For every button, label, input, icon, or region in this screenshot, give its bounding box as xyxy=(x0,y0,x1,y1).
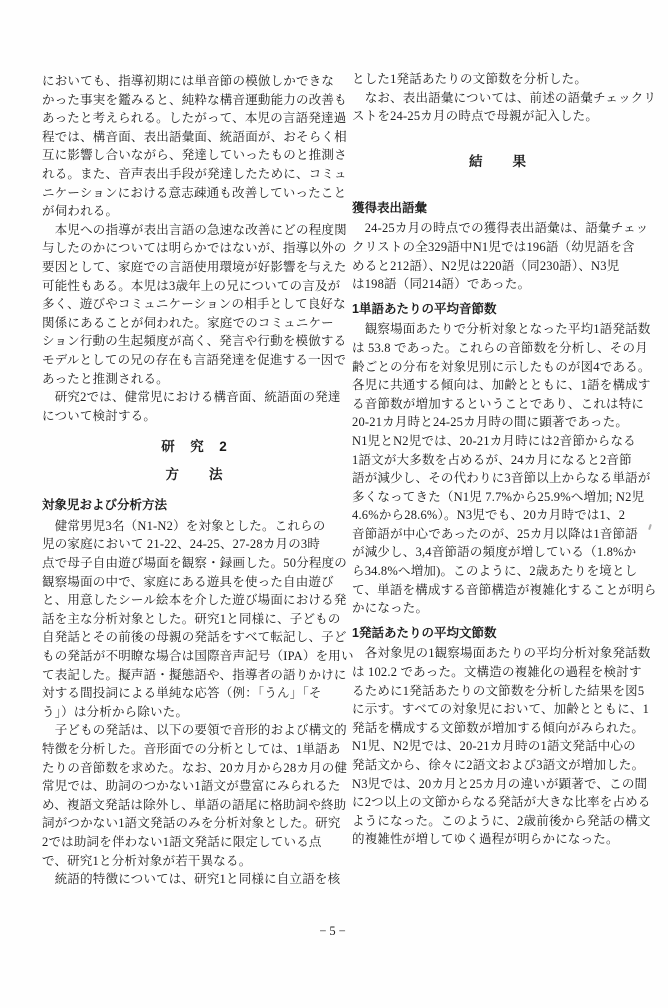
text-line: 発話文から、徐々に2語文および3語文が増加した。 xyxy=(352,758,645,772)
text-line: 各児に共通する傾向は、加齢とともに、1語を構成す xyxy=(352,378,651,393)
text-line: 点で母子自由遊び場面を観察・録画した。50分程度の xyxy=(42,556,348,571)
paragraph xyxy=(352,644,651,849)
text-line: かった事実を鑑みると、純粋な構音運動能力の改善も xyxy=(42,92,347,107)
text-line: れる。また、音声表出手段が発達したために、コミュ xyxy=(42,166,347,181)
text-line: たりの音節数を求めた。なお、20カ月から28カ月の健 xyxy=(42,760,348,775)
text-line: においても、指導初期には単音節の模倣しかできな xyxy=(42,74,335,88)
text-line: 1語文が大多数を占めるが、24カ月になると2音節 xyxy=(352,452,632,467)
text-line: N1児とN2児では、20-21カ月時には2音節からなる xyxy=(352,433,636,448)
text-line: 音節語が中心であったのが、25カ月以降は1音節語 xyxy=(352,526,638,541)
text-line: 自発話とその前後の母親の発話をすべて転記し、子ど xyxy=(42,630,347,645)
text-line: 児の家庭において 21-22、24-25、27-28カ月の3時 xyxy=(42,537,321,552)
paragraph xyxy=(42,72,347,425)
text-line: あったと考えられる。したがって、本児の言語発達過 xyxy=(42,111,347,126)
section-heading: 結 果 xyxy=(469,153,527,169)
subsection-heading: 獲得表出語彙 xyxy=(352,200,428,215)
text-line: なお、表出語彙については、前述の語彙チェックリ xyxy=(352,90,657,105)
paragraph xyxy=(352,320,657,618)
text-line: は 53.8 であった。これらの音節数を分析し、その月 xyxy=(352,340,648,355)
text-line: ストを24-25カ月の時点で母親が記入した。 xyxy=(352,109,599,124)
text-line: 2では助詞を伴わない1語文発話に限定している点 xyxy=(42,834,322,849)
text-line: ら34.8%へ増加)。このように、2歳あたりを境とし xyxy=(352,564,638,579)
text-line: 対する間投詞による単純な応答（例：「うん」「そ xyxy=(42,686,322,701)
text-line: ション行動の生起頻度が高く、発言や行動を模倣する xyxy=(42,334,347,349)
text-line: について検討する。 xyxy=(42,408,157,423)
text-line: 多くなってきた（N1児 7.7%から25.9%へ増加; N2児 xyxy=(352,489,645,504)
text-line: て表記した。擬声語・擬態語や、指導者の語りかけに xyxy=(42,667,347,682)
text-line: 詞がつかない1語文発話のみを分析対象とした。研究 xyxy=(42,816,341,831)
text-line: で、研究1と分析対象が若干異なる。 xyxy=(42,853,252,868)
section-heading: 研 究 2 xyxy=(161,439,228,455)
text-line: クリストの全329語中N1児では196語（幼児語を含 xyxy=(352,239,635,254)
text-line: が伺われる。 xyxy=(42,204,119,219)
text-line: N3児では、20カ月と25カ月の違いが顕著で、この間 xyxy=(352,776,648,791)
text-line: る音節数が増加するということであり、これは特に xyxy=(352,396,645,411)
text-line: 子どもの発話は、以下の要領で音形的および構文的 xyxy=(42,723,347,738)
text-line: 齢ごとの分布を対象児別に示したものが図4である。 xyxy=(352,359,651,374)
text-line: 各対象児の1観察場面あたりの平均分析対象発話数 xyxy=(352,646,651,661)
text-line: 統語的特徴については、研究1と同様に自立語を核 xyxy=(42,872,341,887)
text-line: め、複語文発話は除外し、単語の語尾に格助詞や終助 xyxy=(42,797,347,812)
paragraph xyxy=(352,219,649,293)
text-line: と、用意したシール絵本を介した遊び場面における発 xyxy=(42,593,347,608)
text-line: N1児、N2児では、20-21カ月時の1語文発話中心の xyxy=(352,739,636,754)
text-line: 多く、遊びやコミュニケーションの相手として良好な xyxy=(42,297,346,312)
scan-artifact-mark xyxy=(648,524,652,530)
text-line: かになった。 xyxy=(352,601,429,616)
text-line: 関係にあることが伺われた。家庭でのコミュニケー xyxy=(42,315,334,330)
subsection-heading: 1単語あたりの平均音節数 xyxy=(352,301,497,316)
text-line: とした1発話あたりの文節数を分析した。 xyxy=(352,72,588,86)
text-line: るために1発話あたりの文節数を分析した結果を図5 xyxy=(352,683,645,698)
text-line: ようになった。このように、2歳前後から発話の構文 xyxy=(352,813,651,828)
text-line: 互に影響し合いながら、発達していったものと推測さ xyxy=(42,148,347,163)
subsection-heading: 1発話あたりの平均文節数 xyxy=(352,625,497,640)
text-line: 要因として、家庭での言語使用環境が好影響を与えた xyxy=(42,259,347,274)
text-line: 程では、構音面、表出語彙面、統語面が、おそらく相 xyxy=(42,129,347,144)
text-line: に示す。すべての対象児において、加齢とともに、1 xyxy=(352,702,650,717)
text-line: 観察場面の中で、家庭にある遊具を使った自由遊び xyxy=(42,574,334,589)
text-line: 語が減少し、その代わりに3音節以上からなる単語が xyxy=(352,471,651,486)
paragraph xyxy=(42,517,354,889)
left-column xyxy=(42,72,354,889)
text-line: 観察場面あたりで分析対象となった平均1語発話数 xyxy=(352,322,651,337)
text-line: て、単語を構成する音節構造が複雑化することが明ら xyxy=(352,582,657,597)
right-column xyxy=(352,70,657,849)
page-number: −5− xyxy=(319,924,349,938)
text-line: に2つ以上の文節からなる発話が大きな比率を占める xyxy=(352,795,651,810)
text-line: めると212語）、N2児は220語（同230語）、N3児 xyxy=(352,258,620,273)
text-line: 本児への指導が表出言語の急速な改善にどの程度関 xyxy=(42,222,347,237)
text-line: 20-21カ月時と24-25カ月時の間に顕著であった。 xyxy=(352,415,629,430)
text-line: は 102.2 であった。文構造の複雑化の過程を検討す xyxy=(352,665,642,680)
text-line: 健常男児3名（N1-N2）を対象とした。これらの xyxy=(42,518,326,533)
text-line: 話を主な分析対象とした。研究1と同様に、子どもの xyxy=(42,611,341,626)
subsection-heading: 対象児および分析方法 xyxy=(42,498,168,513)
text-line: 24-25カ月の時点での獲得表出語彙は、語彙チェッ xyxy=(352,221,649,236)
paragraph xyxy=(352,70,657,126)
text-line: モデルとしての兄の存在も言語発達を促進する一因で xyxy=(42,352,347,367)
text-line: は198語（同214語）であった。 xyxy=(352,277,531,292)
text-line: 的複雑性が増してゆく過程が明らかになった。 xyxy=(352,832,619,847)
text-line: あったと推測される。 xyxy=(42,371,169,386)
text-line: 常児では、助詞のつかない1語文が豊富にみられるた xyxy=(42,779,341,794)
text-line: 発話を構成する文節数が増加する傾向がみられた。 xyxy=(352,720,645,735)
text-line: 4.6%から28.6%）。N3児でも、20カ月時では1、2 xyxy=(352,508,626,523)
text-line: ニケーションにおける意志疎通も改善していったこと xyxy=(42,185,347,200)
text-line: もの発話が不明瞭な場合は国際音声記号（IPA）を用い xyxy=(42,649,354,664)
text-line: が減少し、3,4音節語の頻度が増している（1.8%か xyxy=(352,545,637,560)
text-line: 特徴を分析した。音形面での分析としては、1単語あ xyxy=(42,742,341,756)
text-line: 可能性もある。本児は3歳年上の兄についての言及が xyxy=(42,278,341,293)
text-line: う」）は分析から除いた。 xyxy=(42,704,189,719)
text-line: 与したのかについては明らかではないが、指導以外の xyxy=(42,241,347,256)
section-heading: 方 法 xyxy=(165,467,224,483)
text-line: 研究2では、健常児における構音面、統語面の発達 xyxy=(42,390,341,405)
